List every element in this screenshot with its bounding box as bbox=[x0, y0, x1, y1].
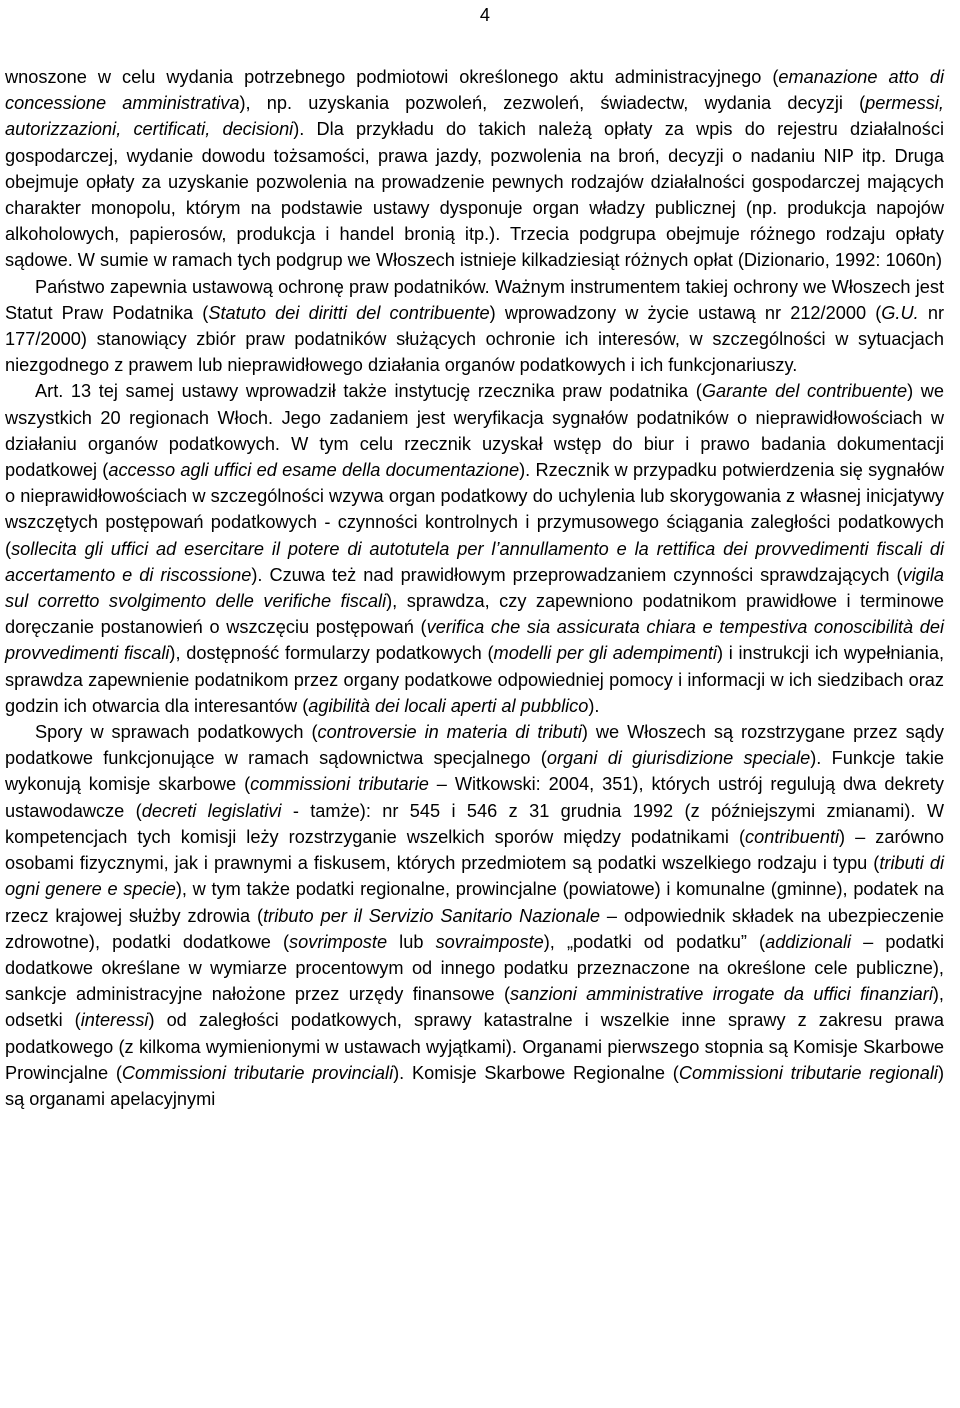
italic-term: Garante del contribuente bbox=[701, 381, 908, 402]
paragraph bbox=[5, 378, 944, 719]
text-run: ), „podatki od podatku” ( bbox=[543, 931, 766, 952]
italic-term: modelli per gli adempimenti bbox=[493, 643, 717, 664]
paragraph bbox=[5, 64, 944, 274]
italic-term: tributo per il Servizio Sanitario Nazionale bbox=[263, 905, 600, 926]
text-run: ), np. uzyskania pozwoleń, zezwoleń, świadectw, wydania decyzji ( bbox=[239, 93, 866, 114]
text-run: – Witkowski: 2004, 351), których ustrój regulują dwa dekrety ustawodawcze ( bbox=[5, 774, 944, 821]
italic-term: vigila sul corretto svolgimento delle verifiche fiscali bbox=[5, 564, 944, 612]
italic-term: agibilità dei locali aperti al pubblico bbox=[308, 695, 589, 716]
italic-term: commissioni tributarie bbox=[250, 774, 429, 795]
text-run: ). Czuwa też nad prawidłowym przeprowadzaniem czynności sprawdzających ( bbox=[251, 564, 903, 585]
italic-term: Commissioni tributarie provinciali bbox=[121, 1062, 394, 1083]
italic-term: verifica che sia assicurata chiara e tempestiva conoscibilità dei provvedimenti fiscali bbox=[5, 617, 945, 664]
text-run: Spory w sprawach podatkowych ( bbox=[35, 722, 318, 743]
italic-term: accesso agli uffici ed esame della documentazione bbox=[108, 460, 520, 481]
text-run: ) we wszystkich 20 regionach Włoch. Jego zadaniem jest weryfikacja sygnałów podatników o nieprawidłowościach w działaniu organów podatkowych. W tym celu rzecznik uzyskał wstęp do biur i prawo badania dokumentacji podatkowej ( bbox=[5, 381, 944, 481]
text-run: - tamże): nr 545 i 546 z 31 grudnia 1992 (z późniejszymi zmianami). W kompetencjach tych komisji leży rozstrzyganie wszelkich sporów między podatnikami ( bbox=[5, 800, 944, 847]
page-number: 4 bbox=[479, 5, 490, 25]
text-run: ) i instrukcji ich wypełniania, sprawdza zapewnienie podatnikom przez organy podatkowe odpowiedniej pomocy i informacji w ich siedzibach oraz godzin ich otwarcia dla interesantów ( bbox=[5, 643, 944, 716]
italic-term: controversie in materia di tributi bbox=[317, 722, 582, 743]
text-run: ) są organami apelacyjnymi bbox=[5, 1062, 944, 1109]
paragraph bbox=[5, 274, 944, 379]
text-run: ) – zarówno osobami fizycznymi, jak i prawnymi a fiskusem, których przedmiotem są podatki wszelkiego rodzaju i typu ( bbox=[5, 826, 944, 874]
text-run: ). Rzecznik w przypadku potwierdzenia się sygnałów o nieprawidłowościach w szczególności wzywa organ podatkowy do uchylenia lub skorygowania z własnej inicjatywy wszczętych postępowań podatkowych - czynności kontrolnych i przymusowego ściągania zaległości podatkowych ( bbox=[5, 460, 944, 559]
text-run: ). Dla przykładu do takich należą opłaty za wpis do rejestru działalności gospodarczej, wydanie dowodu tożsamości, prawa jazdy, pozwolenia na broń, decyzji o nadaniu NIP itp. Druga obejmuje opłaty za uzyskanie pozwolenia na prowadzenie pewnych rodzajów działalności gospodarczej mających charakter monopolu, którym na podstawie ustawy dysponuje organ władzy publicznej (np. produkcja napojów alkoholowych, papierosów, produkcja i handel bronią itp.). Trzecia podgrupa obejmuje różnego rodzaju opłaty sądowe. W sumie w ramach tych podgrup we Włoszech istnieje kilkadziesiąt różnych opłat (Dizionario, 1992: 1060n) bbox=[5, 119, 944, 271]
italic-term: sollecita gli uffici ad esercitare il potere di autotutela per l’annullamento e la rettifica dei provvedimenti fiscali di accertamento e di riscossione bbox=[5, 538, 944, 585]
body-text bbox=[5, 64, 944, 1112]
italic-term: permessi, autorizzazioni, certificati, decisioni bbox=[5, 93, 944, 140]
italic-term: sanzioni amministrative irrogate da uffici finanziari bbox=[510, 984, 933, 1005]
italic-term: sovraimposte bbox=[435, 931, 544, 952]
paragraph bbox=[5, 719, 944, 1112]
italic-term: interessi bbox=[80, 1010, 149, 1031]
text-run: lub bbox=[387, 931, 436, 952]
text-run: Art. 13 tej samej ustawy wprowadził także instytucję rzecznika praw podatnika ( bbox=[35, 381, 702, 402]
text-run: ). bbox=[588, 695, 600, 716]
italic-term: Commissioni tributarie regionali bbox=[678, 1062, 938, 1083]
text-run: nr 177/2000) stanowiący zbiór praw podatników służących ochronie ich interesów, w szczególności w sytuacjach niezgodnego z prawem lub nieprawidłowego działania organów podatkowych i ich funkcjonariuszy. bbox=[5, 302, 944, 376]
text-run: ) wprowadzony w życie ustawą nr 212/2000 ( bbox=[489, 302, 882, 323]
italic-term: organi di giurisdizione speciale bbox=[546, 748, 811, 769]
italic-term: Statuto dei diritti del contribuente bbox=[208, 302, 490, 323]
italic-term: decreti legislativi bbox=[141, 800, 282, 821]
italic-term: sovrimposte bbox=[289, 931, 388, 952]
text-run: Państwo zapewnia ustawową ochronę praw podatników. Ważnym instrumentem takiej ochrony we Włoszech jest Statut Praw Podatnika ( bbox=[5, 276, 944, 323]
italic-term: addizionali bbox=[765, 931, 852, 952]
italic-term: emanazione atto di concessione amministrativa bbox=[5, 67, 944, 114]
text-run: ). Komisje Skarbowe Regionalne ( bbox=[393, 1062, 679, 1083]
text-run: ) od zaległości podatkowych, sprawy katastralne i wszelkie inne sprawy z zakresu prawa podatkowego (z kilkoma wymienionymi w ustawach wyjątkami). Organami pierwszego stopnia są Komisje Skarbowe Prowincjalne ( bbox=[5, 1010, 944, 1083]
text-run: ), odsetki ( bbox=[5, 984, 944, 1031]
text-run: ). Funkcje takie wykonują komisje skarbowe ( bbox=[5, 748, 944, 795]
italic-term: G.U. bbox=[881, 302, 919, 323]
italic-term: tributi di ogni genere e specie bbox=[5, 853, 944, 900]
text-run: ), w tym także podatki regionalne, prowincjalne (powiatowe) i komunalne (gminne), podatek na rzecz krajowej służby zdrowia ( bbox=[5, 879, 944, 926]
text-run: – odpowiednik składek na ubezpieczenie zdrowotne), podatki dodatkowe ( bbox=[5, 905, 944, 952]
italic-term: contribuenti bbox=[745, 826, 840, 847]
text-run: – podatki dodatkowe określane w wymiarze procentowym od innego podatku przeznaczone na określone cele publiczne), sankcje administracyjne nałożone przez urzędy finansowe ( bbox=[5, 931, 945, 1005]
text-run: wnoszone w celu wydania potrzebnego podmiotowi określonego aktu administracyjnego ( bbox=[5, 67, 779, 87]
text-run: ), sprawdza, czy zapewniono podatnikom prawidłowe i terminowe doręczanie postanowień o wszczęciu postępowań ( bbox=[5, 591, 944, 638]
text-run: ), dostępność formularzy podatkowych ( bbox=[169, 643, 494, 664]
text-run: ) we Włoszech są rozstrzygane przez sądy podatkowe funkcjonujące w ramach sądownictwa specjalnego ( bbox=[5, 722, 944, 769]
